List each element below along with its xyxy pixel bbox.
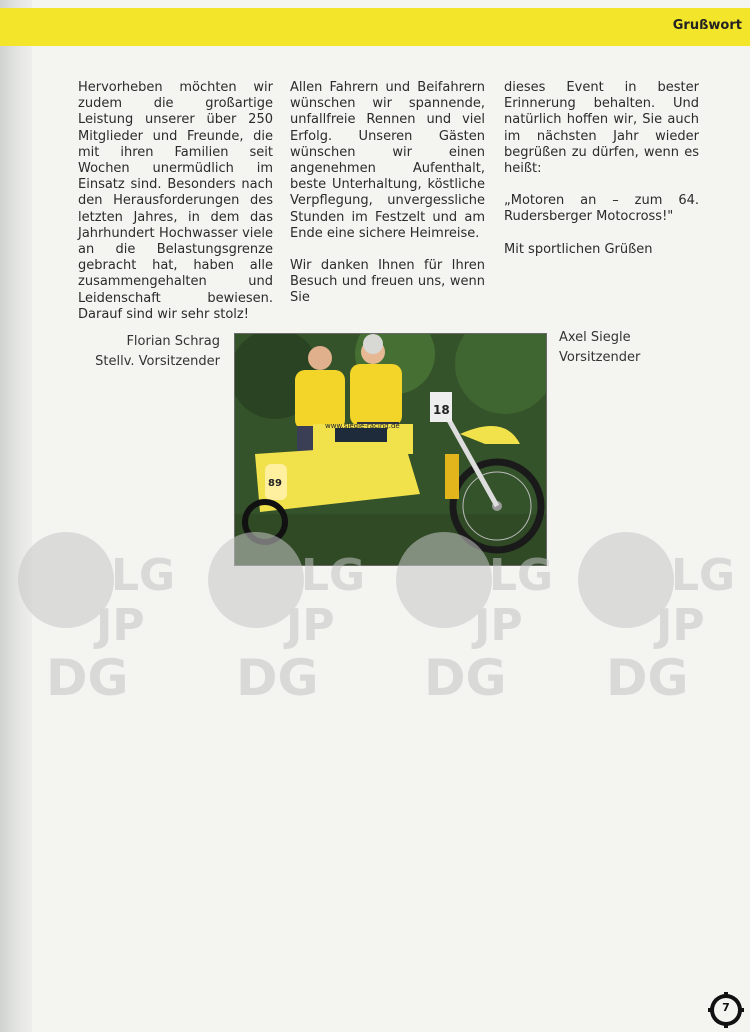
- svg-text:LG: LG: [489, 550, 554, 601]
- svg-text:JP: JP: [96, 600, 145, 651]
- signature-role: Stellv. Vorsitzender: [95, 354, 220, 369]
- svg-text:LG: LG: [301, 550, 366, 601]
- signature-name: Florian Schrag: [126, 334, 220, 349]
- text-column-1: [78, 80, 273, 339]
- svg-text:DG: DG: [236, 649, 319, 707]
- svg-text:DG: DG: [606, 649, 689, 707]
- svg-text:JP: JP: [474, 600, 523, 651]
- page-number: 7: [722, 1001, 730, 1014]
- watermark-stamp: [384, 520, 574, 720]
- svg-text:DG: DG: [46, 649, 129, 707]
- section-title: Grußwort: [672, 18, 742, 33]
- svg-text:LG: LG: [111, 550, 176, 601]
- svg-text:DG: DG: [424, 649, 507, 707]
- paragraph: „Motoren an – zum 64. Rudersberger Motocross!": [504, 193, 699, 225]
- svg-text:LG: LG: [671, 550, 736, 601]
- race-number: 18: [433, 403, 450, 417]
- sidecar-banner: www.siegle-racing.de: [325, 422, 400, 430]
- signature-left: [95, 332, 220, 372]
- paragraph: dieses Event in bester Erinnerung behalten. Und natürlich hoffen wir, Sie auch im nächsten Jahr wieder begrüßen zu dürfen, wenn es heißt:: [504, 80, 699, 177]
- signature-role: Vorsitzender: [559, 350, 641, 365]
- watermark-stamp: [196, 520, 386, 720]
- signature-name: Axel Siegle: [559, 330, 631, 345]
- text-column-3: [504, 80, 699, 274]
- paragraph: Wir danken Ihnen für Ihren Besuch und freuen uns, wenn Sie: [290, 258, 485, 306]
- paragraph: Hervorheben möchten wir zudem die großartige Leistung unserer über 250 Mitglieder und Freunde, die mit ihren Familien seit Wochen unermüdlich im Einsatz sind. Besonders nach den Herausforderungen des letzten Jahres, in dem das Jahrhundert Hochwasser viele an die Belastungsgrenze gebracht hat, haben alle zusammengehalten und Leidenschaft bewiesen. Darauf sind wir sehr stolz!: [78, 80, 273, 322]
- svg-text:89: 89: [268, 478, 282, 489]
- svg-text:JP: JP: [286, 600, 335, 651]
- signature-right: [559, 328, 640, 368]
- svg-text:JP: JP: [656, 600, 705, 651]
- page-binding-edge: [0, 0, 32, 1032]
- text-column-2: [290, 80, 485, 323]
- watermark-stamp: [566, 520, 750, 720]
- header-bar: [0, 8, 750, 46]
- watermark-stamp: [6, 520, 196, 720]
- paragraph: Allen Fahrern und Beifahrern wünschen wir spannende, unfallfreie Rennen und viel Erfolg. Unseren Gästen wünschen wir einen angenehmen Aufenthalt, beste Unterhaltung, köstliche Verpflegung, unvergessliche Stunden im Festzelt und am Ende eine sichere Heimreise.: [290, 80, 485, 241]
- paragraph: Mit sportlichen Grüßen: [504, 241, 653, 257]
